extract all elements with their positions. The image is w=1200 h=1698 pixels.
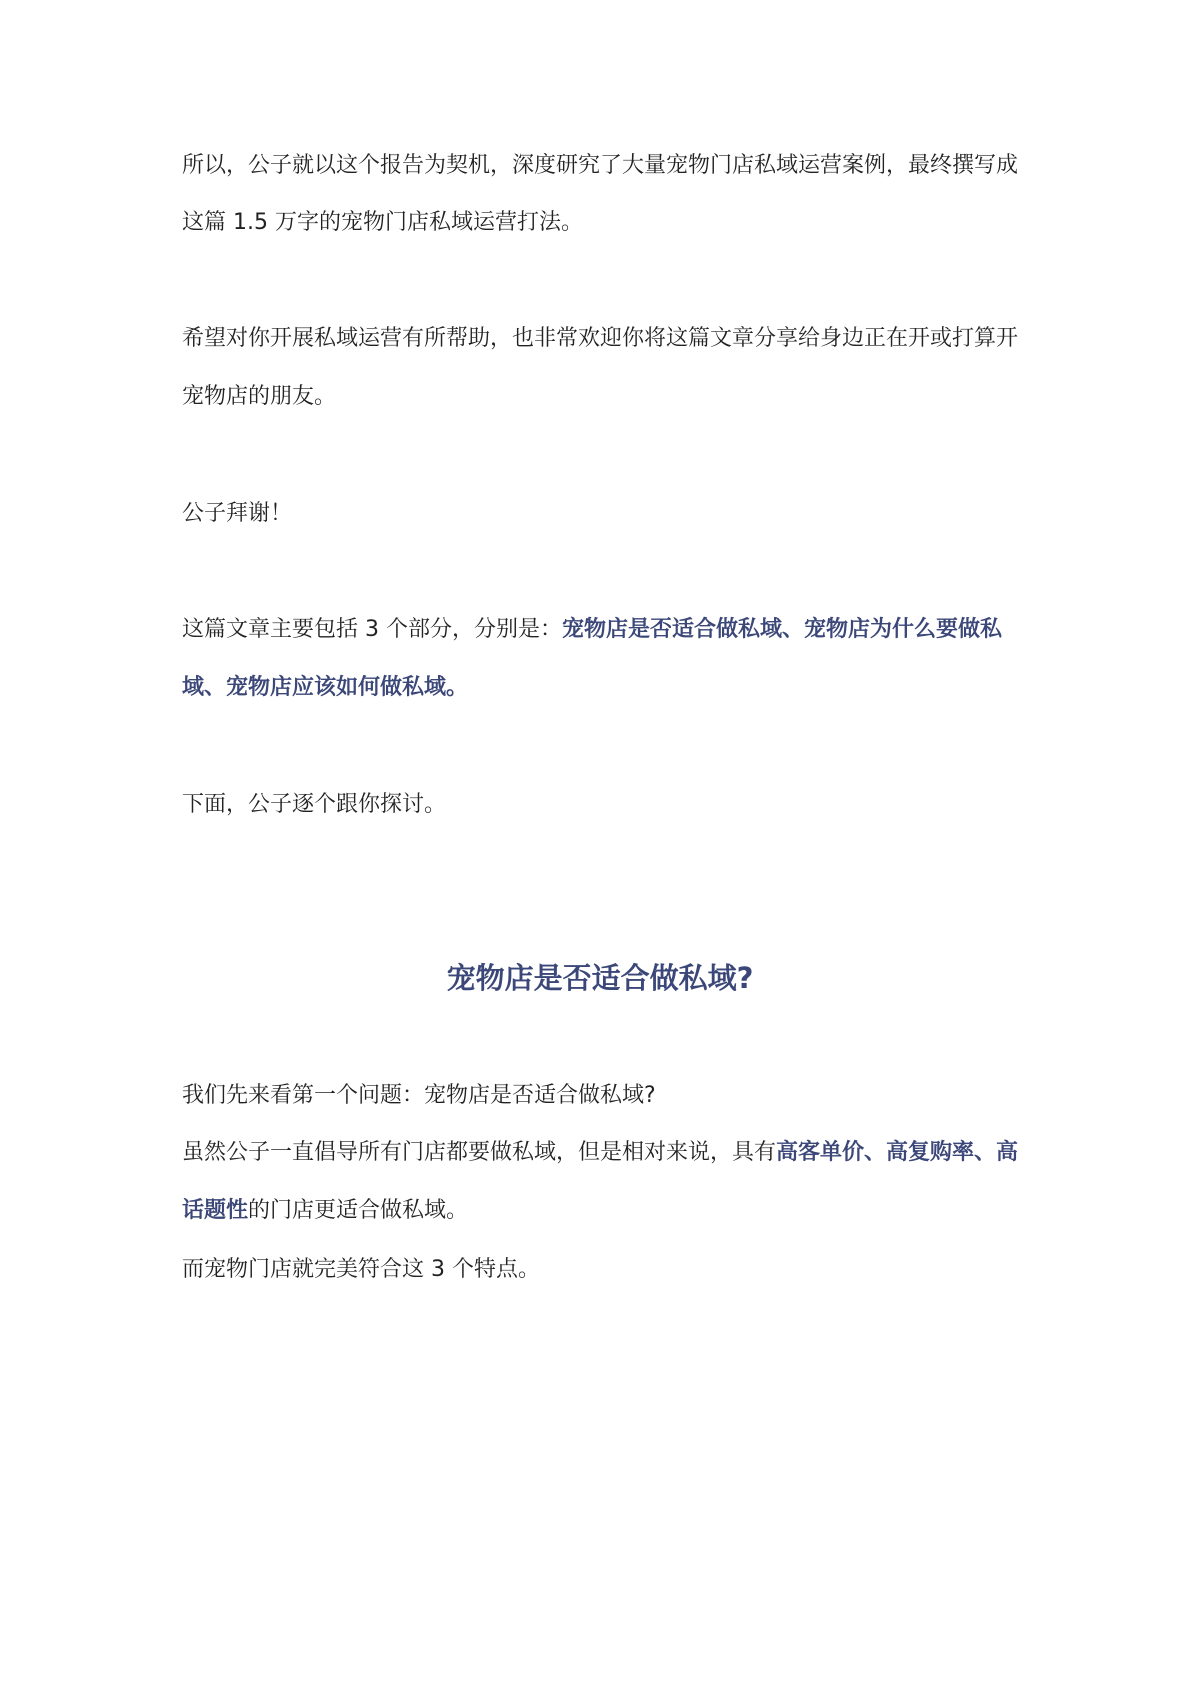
section-1-line-2-prefix: 虽然公子一直倡导所有门店都要做私域，但是相对来说，具有	[182, 1140, 777, 1165]
paragraph-4-prefix: 这篇文章主要包括 3 个部分，分别是：	[182, 617, 562, 642]
section-1-line-2	[182, 1138, 1018, 1168]
section-1-line-2-highlight: 高客单价、高复购率、高	[776, 1140, 1019, 1165]
paragraph-4-line-1	[182, 615, 1002, 645]
section-1-line-4: 而宠物门店就完美符合这 3 个特点。	[182, 1257, 540, 1282]
paragraph-4-highlight-1: 宠物店是否适合做私域、宠物店为什么要做私	[562, 617, 1003, 642]
paragraph-5: 下面，公子逐个跟你探讨。	[182, 792, 447, 817]
section-1-line-3-highlight: 话题性	[182, 1198, 249, 1223]
paragraph-4-line-2: 域、宠物店应该如何做私域。	[182, 675, 469, 700]
paragraph-1-line-1: 所以，公子就以这个报告为契机，深度研究了大量宠物门店私域运营案例，最终撰写成	[182, 153, 1019, 178]
paragraph-3: 公子拜谢！	[182, 501, 293, 526]
paragraph-2-line-2: 宠物店的朋友。	[182, 384, 337, 409]
section-1-line-1: 我们先来看第一个问题：宠物店是否适合做私域?	[182, 1083, 656, 1108]
section-heading: 宠物店是否适合做私域?	[446, 961, 754, 995]
section-1-line-3	[182, 1196, 468, 1226]
paragraph-1-line-2: 这篇 1.5 万字的宠物门店私域运营打法。	[182, 210, 583, 235]
paragraph-2-line-1: 希望对你开展私域运营有所帮助，也非常欢迎你将这篇文章分享给身边正在开或打算开	[182, 326, 1019, 351]
section-1-line-3-suffix: 的门店更适合做私域。	[248, 1198, 469, 1223]
